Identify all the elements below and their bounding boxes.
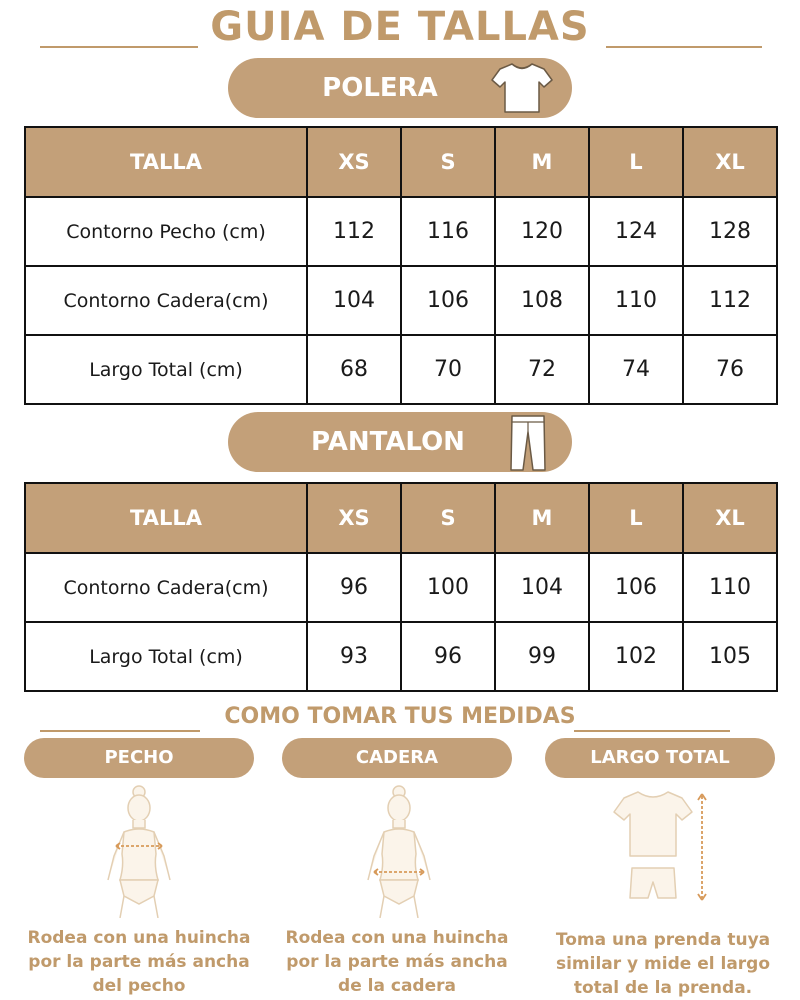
tshirt-icon: [490, 60, 554, 116]
table-cell: 104: [307, 266, 401, 335]
polera-label: POLERA: [322, 73, 438, 103]
table-cell: 100: [401, 553, 495, 622]
table-cell: 110: [683, 553, 777, 622]
row-label: Contorno Pecho (cm): [25, 197, 307, 266]
table-row: [25, 197, 777, 266]
table-cell: 96: [401, 622, 495, 691]
caption-line: similar y mide el largo: [555, 954, 771, 974]
cadera-pill: [282, 738, 512, 778]
chest-measure-icon: [94, 784, 184, 918]
table-cell: 102: [589, 622, 683, 691]
table-cell: 99: [495, 622, 589, 691]
header-cell: XS: [307, 127, 401, 197]
pants-icon: [508, 414, 548, 472]
table-cell: 104: [495, 553, 589, 622]
header-cell: XL: [683, 483, 777, 553]
caption-line: Toma una prenda tuya: [555, 930, 771, 950]
cadera-caption: [272, 926, 522, 998]
pecho-label: PECHO: [104, 747, 174, 768]
section-line-right: [574, 730, 730, 732]
row-label: Contorno Cadera(cm): [25, 266, 307, 335]
pantalon-header-row: [25, 483, 777, 553]
caption-line: total de la prenda.: [573, 978, 753, 998]
table-row: [25, 335, 777, 404]
table-cell: 112: [683, 266, 777, 335]
row-label: Largo Total (cm): [25, 622, 307, 691]
pantalon-label: PANTALON: [311, 427, 465, 457]
table-cell: 124: [589, 197, 683, 266]
header-cell: L: [589, 127, 683, 197]
table-cell: 128: [683, 197, 777, 266]
row-label: Contorno Cadera(cm): [25, 553, 307, 622]
section-title: COMO TOMAR TUS MEDIDAS: [224, 704, 576, 729]
largo-total-caption: [536, 928, 790, 1000]
hip-measure-icon: [354, 784, 444, 918]
pecho-caption: [14, 926, 264, 998]
header-cell: M: [495, 483, 589, 553]
table-row: [25, 622, 777, 691]
table-cell: 68: [307, 335, 401, 404]
page-title: GUIA DE TALLAS: [210, 4, 590, 50]
row-label: Largo Total (cm): [25, 335, 307, 404]
pecho-pill: [24, 738, 254, 778]
header-cell: S: [401, 483, 495, 553]
table-cell: 96: [307, 553, 401, 622]
cadera-label: CADERA: [355, 747, 439, 768]
section-line-left: [40, 730, 200, 732]
garment-length-icon: [610, 786, 720, 906]
table-row: [25, 266, 777, 335]
header-cell: L: [589, 483, 683, 553]
table-cell: 116: [401, 197, 495, 266]
caption-line: de la cadera: [338, 976, 456, 996]
table-cell: 105: [683, 622, 777, 691]
polera-table: [24, 126, 778, 405]
table-cell: 110: [589, 266, 683, 335]
polera-header-row: [25, 127, 777, 197]
header-cell: XL: [683, 127, 777, 197]
table-cell: 70: [401, 335, 495, 404]
header-cell: XS: [307, 483, 401, 553]
caption-line: Rodea con una huincha: [285, 928, 509, 948]
header-cell: M: [495, 127, 589, 197]
polera-pill: [228, 58, 572, 118]
title-row: [0, 0, 800, 60]
caption-line: por la parte más ancha: [28, 952, 250, 972]
pantalon-table: [24, 482, 778, 692]
caption-line: Rodea con una huincha: [27, 928, 251, 948]
table-cell: 112: [307, 197, 401, 266]
header-cell: S: [401, 127, 495, 197]
table-cell: 76: [683, 335, 777, 404]
table-cell: 120: [495, 197, 589, 266]
title-line-right: [606, 46, 762, 48]
header-cell: TALLA: [25, 127, 307, 197]
table-cell: 106: [401, 266, 495, 335]
caption-line: del pecho: [92, 976, 186, 996]
header-cell: TALLA: [25, 483, 307, 553]
table-cell: 93: [307, 622, 401, 691]
largo-total-pill: [545, 738, 775, 778]
largo-total-label: LARGO TOTAL: [590, 747, 730, 768]
table-cell: 74: [589, 335, 683, 404]
caption-line: por la parte más ancha: [286, 952, 508, 972]
table-row: [25, 553, 777, 622]
table-cell: 106: [589, 553, 683, 622]
table-cell: 72: [495, 335, 589, 404]
pantalon-pill: [228, 412, 572, 472]
table-cell: 108: [495, 266, 589, 335]
